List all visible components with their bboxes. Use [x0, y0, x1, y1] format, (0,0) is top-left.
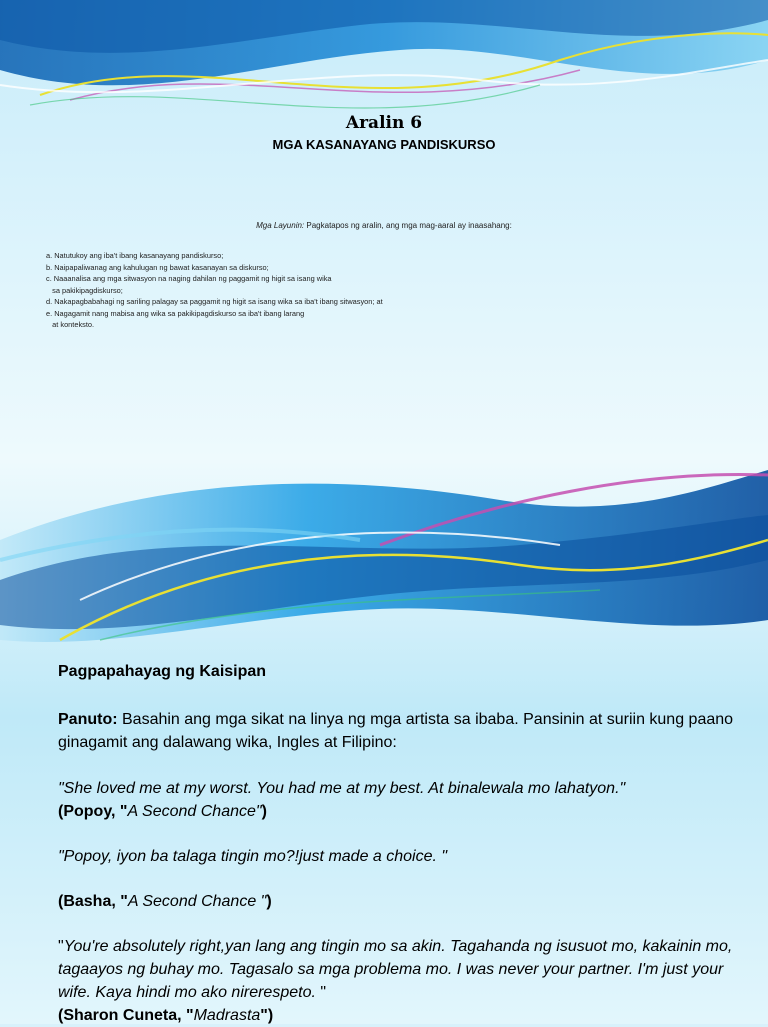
objectives-intro-text: Pagkatapos ng aralin, ang mga mag-aaral ay inaasahang:	[304, 221, 512, 230]
objectives-intro	[0, 221, 768, 230]
attribution-1: (Popoy, "A Second Chance")	[58, 803, 267, 820]
activity-section	[58, 661, 748, 1027]
section-heading: Pagpapahayag ng Kaisipan	[58, 663, 267, 680]
instruction-text: Basahin ang mga sikat na linya ng mga artista sa ibaba. Pansinin at suriin kung paano ginagamit ang dalawang wika, Ingles at Filipino:	[58, 711, 734, 751]
objective-item: sa pakikipagdiskurso;	[46, 285, 123, 295]
quote-3: "You're absolutely right,yan lang ang tingin mo sa akin. Tagahanda ng isusuot mo, kakainin mo, tagaayos ng buhay mo. Tagasalo sa mga problema mo. I was never your partner. I'm just your wife. Kaya hindi mo ako nirerespeto. "	[58, 938, 733, 1001]
attribution-2: (Basha, "A Second Chance ")	[58, 893, 272, 910]
objective-item: b. Naipapaliwanag ang kahulugan ng bawat kasanayan sa diskurso;	[46, 262, 269, 272]
objective-item: d. Nakapagbabahagi ng sariling palagay sa paggamit ng higit sa isang wika sa iba't ibang sitwasyon; at	[46, 297, 383, 306]
objective-item: a. Natutukoy ang iba't ibang kasanayang pandiskurso;	[46, 251, 224, 260]
objective-item: at konteksto.	[46, 320, 95, 329]
instruction-label: Panuto:	[58, 711, 118, 728]
attribution-3: (Sharon Cuneta, "Madrasta")	[58, 1007, 274, 1024]
objectives-label: Mga Layunin:	[256, 221, 305, 230]
quote-2: "Popoy, iyon ba talaga tingin mo?!just made a choice. "	[58, 848, 448, 865]
objective-item: e. Nagagamit nang mabisa ang wika sa pakikipagdiskurso sa iba't ibang larang	[46, 308, 305, 318]
objectives-list	[46, 250, 606, 331]
lesson-title: MGA KASANAYANG PANDISKURSO	[272, 137, 496, 152]
instruction	[58, 708, 748, 754]
quote-1: "She loved me at my worst. You had me at my best. At binalewala mo lahatyon."	[58, 780, 626, 797]
lesson-number: Aralin 6	[345, 113, 423, 133]
objective-item: c. Naaanalisa ang mga sitwasyon na naging dahilan ng paggamit ng higit sa isang wika	[46, 274, 332, 283]
